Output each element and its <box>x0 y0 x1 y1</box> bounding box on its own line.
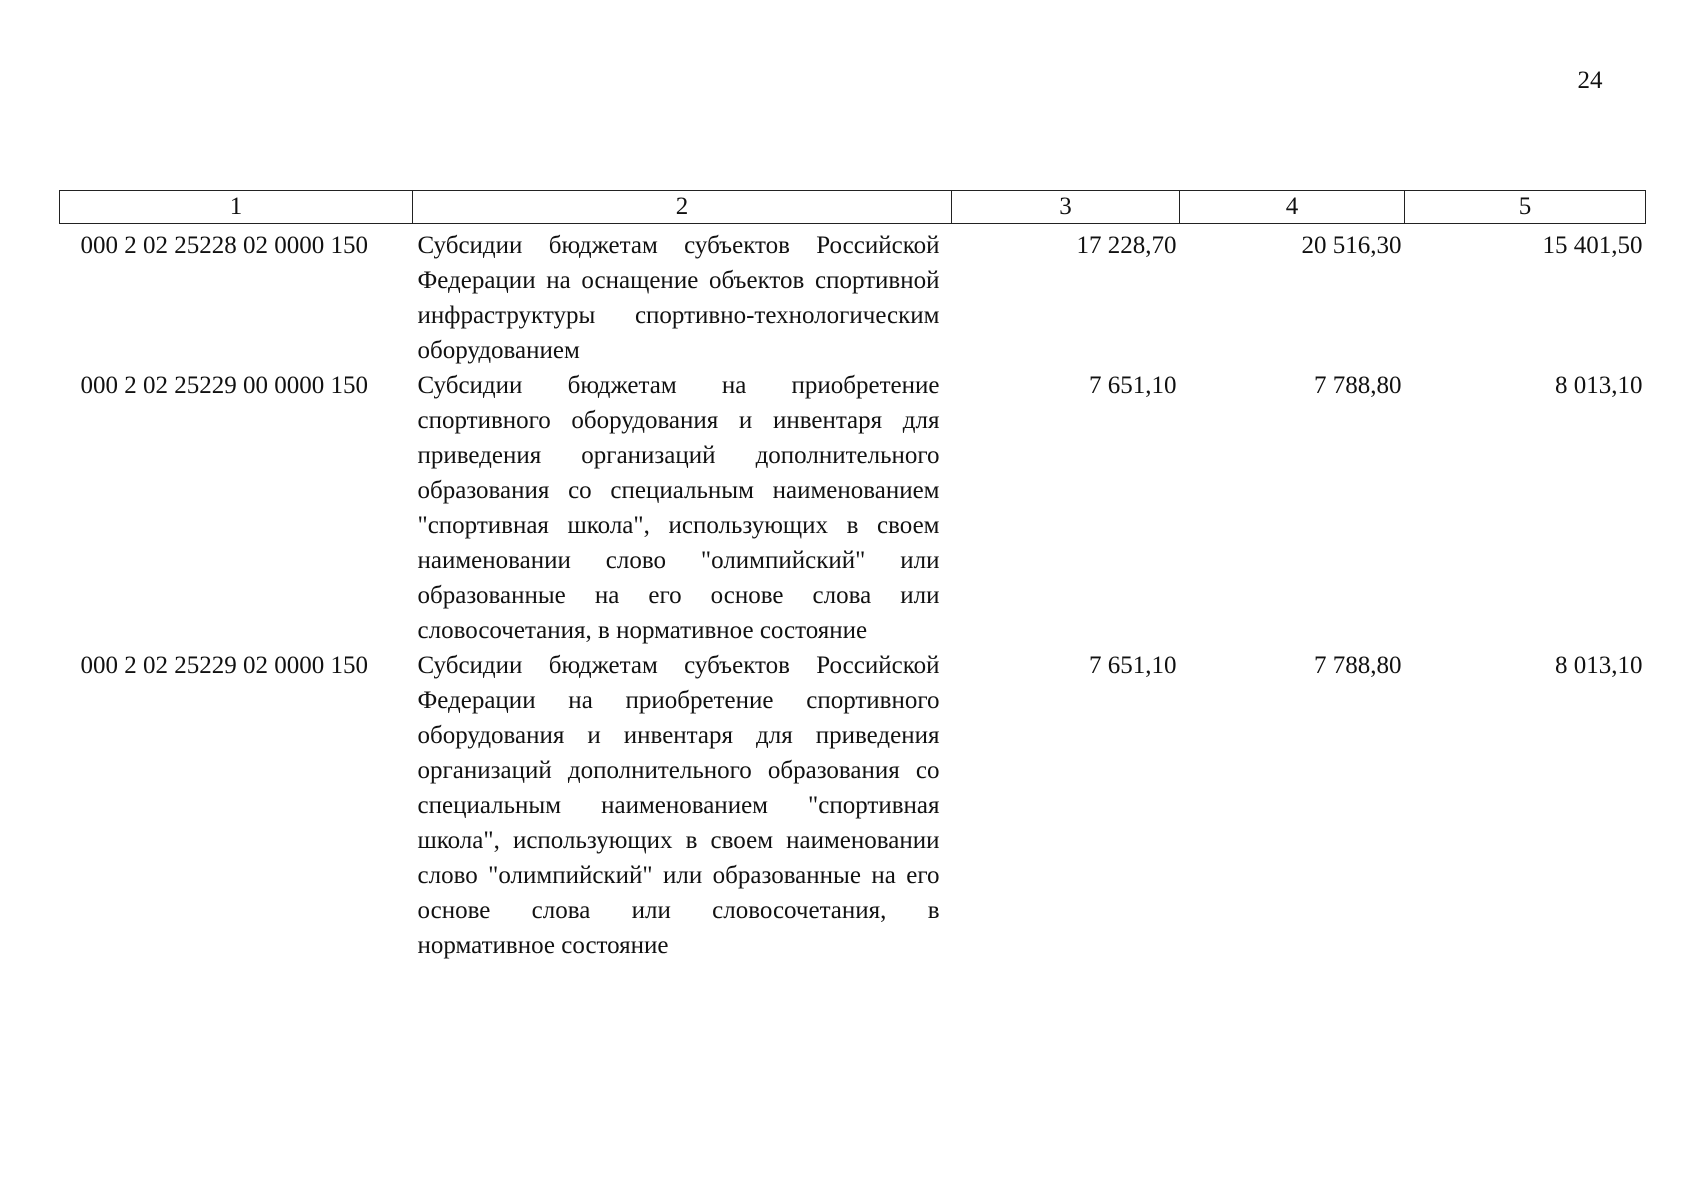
value-column-3: 7 651,10 <box>1089 652 1177 679</box>
table-row <box>60 368 1646 648</box>
column-header-5: 5 <box>1405 191 1646 224</box>
budget-code: 000 2 02 25228 02 0000 150 <box>80 232 368 259</box>
table-row <box>60 648 1646 963</box>
column-header-3: 3 <box>952 191 1180 224</box>
column-header-4: 4 <box>1180 191 1405 224</box>
value-column-5: 8 013,10 <box>1555 372 1643 399</box>
item-description: Субсидии бюджетам на приобретение спортивного оборудования и инвентаря для приведения организаций дополнительного образования со специальным наименованием "спортивная школа", использующих в своем наименовании слово "олимпийский" или образованные на его основе слова или словосочетания, в нормативное состояние <box>417 372 940 644</box>
budget-table <box>59 190 1646 963</box>
value-column-5: 15 401,50 <box>1542 232 1643 259</box>
value-column-4: 7 788,80 <box>1314 372 1402 399</box>
item-description: Субсидии бюджетам субъектов Российской Федерации на оснащение объектов спортивной инфраструктуры спортивно-технологическим оборудованием <box>417 232 940 364</box>
budget-code: 000 2 02 25229 00 0000 150 <box>80 372 368 399</box>
value-column-3: 17 228,70 <box>1076 232 1177 259</box>
header-row <box>60 191 1646 224</box>
value-column-4: 20 516,30 <box>1301 232 1402 259</box>
item-description: Субсидии бюджетам субъектов Российской Федерации на приобретение спортивного оборудования и инвентаря для приведения организаций дополнительного образования со специальным наименованием "спортивная школа", использующих в своем наименовании слово "олимпийский" или образованные на его основе слова или словосочетания, в нормативное состояние <box>417 652 940 959</box>
budget-code: 000 2 02 25229 02 0000 150 <box>80 652 368 679</box>
column-header-1: 1 <box>60 191 413 224</box>
page-number: 24 <box>1577 67 1603 94</box>
column-header-2: 2 <box>413 191 952 224</box>
table-row <box>60 224 1646 369</box>
value-column-4: 7 788,80 <box>1314 652 1402 679</box>
value-column-3: 7 651,10 <box>1089 372 1177 399</box>
value-column-5: 8 013,10 <box>1555 652 1643 679</box>
